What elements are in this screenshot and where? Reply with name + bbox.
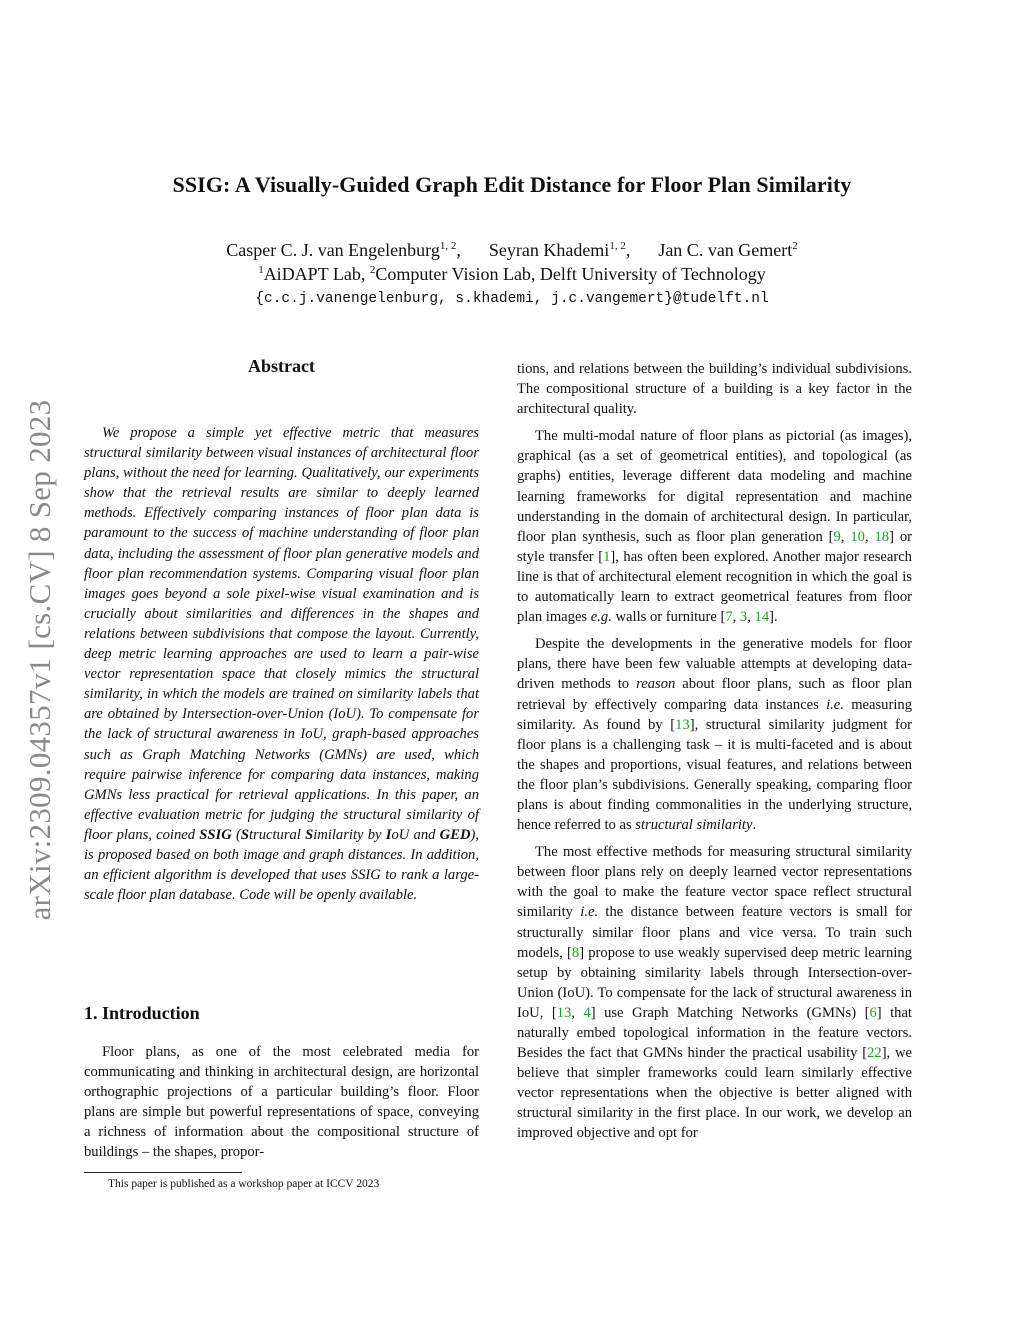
citation-link[interactable]: 1 [603,548,611,565]
author-affil-sup: 1, 2 [609,240,626,252]
affiliation: Computer Vision Lab, Delft University of Technology [375,264,766,284]
paper-title: SSIG: A Visually-Guided Graph Edit Distance for Floor Plan Similarity [172,172,852,197]
citation-link[interactable]: 4 [583,1004,591,1021]
citation-link[interactable]: 22 [867,1045,882,1062]
citation-link[interactable]: 10 [850,528,865,545]
affiliations: $^1$AiDAPT Lab, $^2$Computer Vision Lab, Delft University of Technology [258,264,766,284]
citation-link[interactable]: 7 [725,609,733,626]
author-list: Casper C. J. van Engelenburg$^{1, 2}$, Seyran Khademi$^{1, 2}$, Jan C. van Gemert$^2$ [226,240,798,260]
citation-link[interactable]: 14 [754,609,770,626]
citation-link[interactable]: 9 [833,528,841,545]
author-name: Seyran Khademi [488,240,610,260]
citation-link[interactable]: 6 [869,1004,877,1021]
arxiv-stamp [0,360,80,960]
citation-link[interactable]: 13 [675,716,690,733]
arxiv-stamp-text: arXiv:2309.04357v1 [cs.CV] 8 Sep 2023 [22,399,57,921]
author-name: Jan C. van Gemert [658,240,793,260]
footnote-rule [84,1172,242,1173]
citation-link[interactable]: 8 [571,944,580,961]
author-name: Casper C. J. van Engelenburg [226,240,440,260]
author-affil-sup: 2 [792,240,798,252]
body-paragraph: The most effective methods for measuring structural similarity between floor plans rely on deeply learned vector representations with the goal to make the feature vector space reflect structural similarity i.e. the distance between feature vectors is small for structurally similar floor plans and vice versa. To train such models, [8] propose to use weakly supervised deep metric learning setup by obtaining similarity labels through Intersection-over-Union (IoU). To compensate for the lack of structural awareness in IoU, [13, 4] use Graph Matching Networks (GMNs) [6] that naturally embed topological information in the feature vectors. Besides the fact that GMNs hinder the practical usability [22], we believe that simpler frameworks could learn similarly effective vector representations when the objective is better aligned with structural similarity in the first place. In our work, we develop an improved objective and opt for [517,844,912,1142]
body-paragraph: tions, and relations between the building’s individual subdivisions. The compositional structure of a building is a key factor in the architectural quality. [517,361,912,418]
abstract-heading: Abstract [248,356,315,376]
body-paragraph: The multi-modal nature of floor plans as pictorial (as images), graphical (as a set of geometrical entities), and topological (as graphs) entities, leverage different data modeling and machine learning frameworks for digital representation and machine understanding in the domain of architectural design. In particular, floor plan synthesis, such as floor plan generation [9, 10, 18] or style transfer [1], has often been explored. Another major research line is that of architectural element recognition in which the goal is to automatically learn to extract geometrical features from floor plan images e.g. walls or furniture [7, 3, 14]. [517,428,912,626]
citation-link[interactable]: 13 [556,1004,572,1021]
intro-paragraph: Floor plans, as one of the most celebrated media for communicating and thinking in architectural design, are horizontal orthographic projections of a particular building’s floor. Floor plans are simple but powerful representations of space, conveying a richness of information about the compositional structure of buildings – the shapes, propor- [84,1044,479,1161]
body-paragraph: Despite the developments in the generative models for floor plans, there have been few valuable attempts at developing data-driven methods to reason about floor plans, such as floor plan retrieval by effectively comparing data instances i.e. measuring similarity. As found by [13], structural similarity judgment for floor plans is a challenging task – it is multi-faceted and is about the shapes and proportions, visual features, and relations between the floor plan’s subdivisions. Generally speaking, comparing floor plans is about finding commonalities in the underlying structure, hence referred to as structural similarity. [517,636,912,834]
abstract-body: We propose a simple yet effective metric that measures structural similarity between visual instances of architectural floor plans, without the need for learning. Qualitatively, our experiments show that the retrieval results are similar to deeply learned methods. Effectively comparing instances of floor plan data is paramount to the success of machine understanding of floor plan data, including the assessment of floor plan generative models and floor plan recommendation systems. Comparing visual floor plan images goes beyond a sole pixel-wise visual examination and is crucially about similarities and differences in the shapes and relations between subdivisions that compose the layout. Currently, deep metric learning approaches are used to learn a pair-wise vector representation space that closely mimics the structural similarity, in which the models are trained on similarity labels that are obtained by Intersection-over-Union (IoU). To compensate for the lack of structural awareness in IoU, graph-based approaches such as Graph Matching Networks (GMNs) are used, which require pairwise inference for comparing data instances, making GMNs less practical for retrieval applications. In this paper, an effective evaluation metric for judging the structural similarity of floor plans, coined SSIG (Structural Similarity by IoU and GED), is proposed based on both image and graph distances. In addition, an efficient algorithm is developed that uses SSIG to rank a large-scale floor plan database. Code will be openly available. [84,425,480,904]
author-emails: {c.c.j.vanengelenburg, s.khademi, j.c.vangemert}@tudelft.nl [255,291,769,307]
affiliation: AiDAPT Lab, [263,264,370,284]
right-column [517,359,912,1151]
author-affil-sup: 1, 2 [439,240,457,252]
footnote: This paper is published as a workshop paper at ICCV 2023 [108,1178,380,1190]
section-heading-introduction: 1. Introduction [84,1003,200,1023]
citation-link[interactable]: 18 [874,528,890,545]
citation-link[interactable]: 3 [739,609,748,626]
ssig-term: SSIG [199,826,232,843]
